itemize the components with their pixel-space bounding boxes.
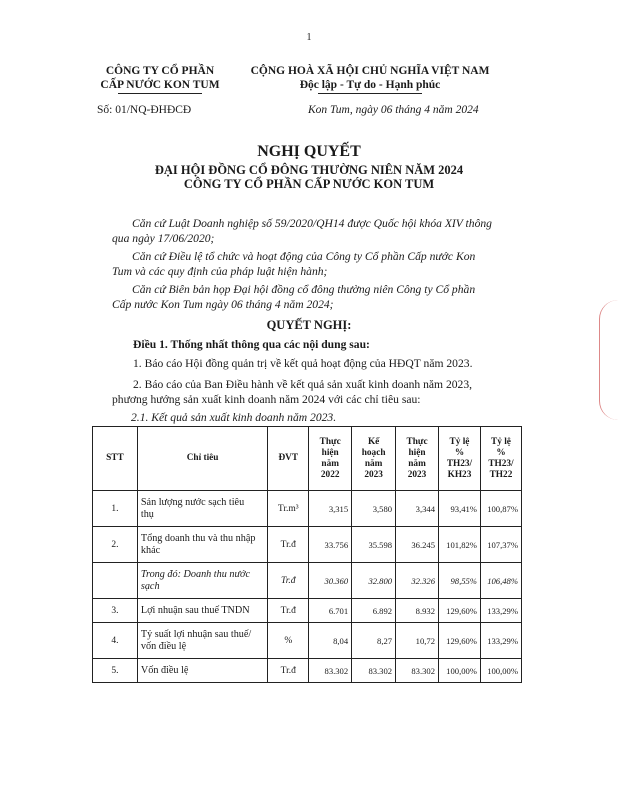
- document-title: NGHỊ QUYẾT: [257, 143, 361, 160]
- preamble-1: Căn cứ Luật Doanh nghiệp số 59/2020/QH14 được Quốc hội khóa XIV thông qua ngày 17/06/2020;: [112, 217, 492, 245]
- table-row: 3. Lợi nhuận sau thuế TNDN Tr.đ 6.701 6.892 8.932 129,60% 133,29%: [93, 599, 522, 623]
- header-criteria: Chỉ tiêu: [137, 427, 267, 491]
- document-date: Kon Tum, ngày 06 tháng 4 năm 2024: [308, 104, 479, 116]
- company-line2: CẤP NƯỚC KON TUM: [100, 79, 220, 91]
- table-row: 4. Tỷ suất lợi nhuận sau thuế/ vốn điều lệ % 8,04 8,27 10,72 129,60% 133,29%: [93, 623, 522, 659]
- results-table: [92, 426, 522, 683]
- header-unit: ĐVT: [268, 427, 309, 491]
- national-header: [250, 64, 490, 92]
- header-actual-2022: Thực hiện năm 2022: [309, 427, 352, 491]
- page-number: 1: [306, 32, 312, 43]
- document-number: Số: 01/NQ-ĐHĐCĐ: [97, 104, 192, 116]
- header-stt: STT: [93, 427, 138, 491]
- decision-heading: QUYẾT NGHỊ:: [266, 318, 352, 332]
- preamble-3: Căn cứ Biên bản họp Đại hội đồng cổ đông thường niên Công ty Cổ phần Cấp nước Kon Tum ngày 06 tháng 4 năm 2024;: [112, 283, 476, 311]
- company-underline: [118, 93, 202, 94]
- table-row: 1. Sản lượng nước sạch tiêu thụ Tr.m³ 3,315 3,580 3,344 93,41% 100,87%: [93, 491, 522, 527]
- article-1: Điều 1. Thống nhất thông qua các nội dung sau:: [133, 338, 370, 351]
- header-actual-2023: Thực hiện năm 2023: [396, 427, 439, 491]
- header-ratio-th23-th22: Tỷ lệ % TH23/ TH22: [480, 427, 521, 491]
- subheading-2-1: 2.1. Kết quả sản xuất kinh doanh năm 2023.: [131, 411, 337, 424]
- header-plan-2023: Kế hoạch năm 2023: [352, 427, 396, 491]
- item-1: 1. Báo cáo Hội đồng quản trị về kết quả hoạt động của HĐQT năm 2023.: [133, 357, 473, 370]
- national-underline: [318, 93, 422, 94]
- table-header-row: [93, 427, 522, 491]
- company-line1: CÔNG TY CỔ PHẦN: [105, 65, 215, 77]
- table-row: Trong đó: Doanh thu nước sạch Tr.đ 30.360 32.800 32.326 98,55% 106,48%: [93, 563, 522, 599]
- document-subtitle: [0, 163, 618, 191]
- national-line2: Độc lập - Tự do - Hạnh phúc: [299, 79, 441, 91]
- header-ratio-th23-kh23: Tỷ lệ % TH23/ KH23: [439, 427, 481, 491]
- table-row: 5. Vốn điều lệ Tr.đ 83.302 83.302 83.302 100,00% 100,00%: [93, 659, 522, 683]
- seal-stamp-edge: [599, 300, 618, 420]
- subtitle-line2: CÔNG TY CỔ PHẦN CẤP NƯỚC KON TUM: [183, 177, 435, 191]
- national-line1: CỘNG HOÀ XÃ HỘI CHỦ NGHĨA VIỆT NAM: [250, 65, 490, 77]
- company-header: [86, 64, 234, 92]
- subtitle-line1: ĐẠI HỘI ĐỒNG CỔ ĐÔNG THƯỜNG NIÊN NĂM 2024: [154, 163, 464, 177]
- table-row: 2. Tổng doanh thu và thu nhập khác Tr.đ 33.756 35.598 36.245 101,82% 107,37%: [93, 527, 522, 563]
- item-2: 2. Báo cáo của Ban Điều hành về kết quả sản xuất kinh doanh năm 2023, phương hướng sản xuất kinh doanh năm 2024 với các chỉ tiêu sau:: [112, 378, 473, 406]
- preamble-2: Căn cứ Điều lệ tổ chức và hoạt động của Công ty Cổ phần Cấp nước Kon Tum và các quy định của pháp luật hiện hành;: [112, 250, 476, 278]
